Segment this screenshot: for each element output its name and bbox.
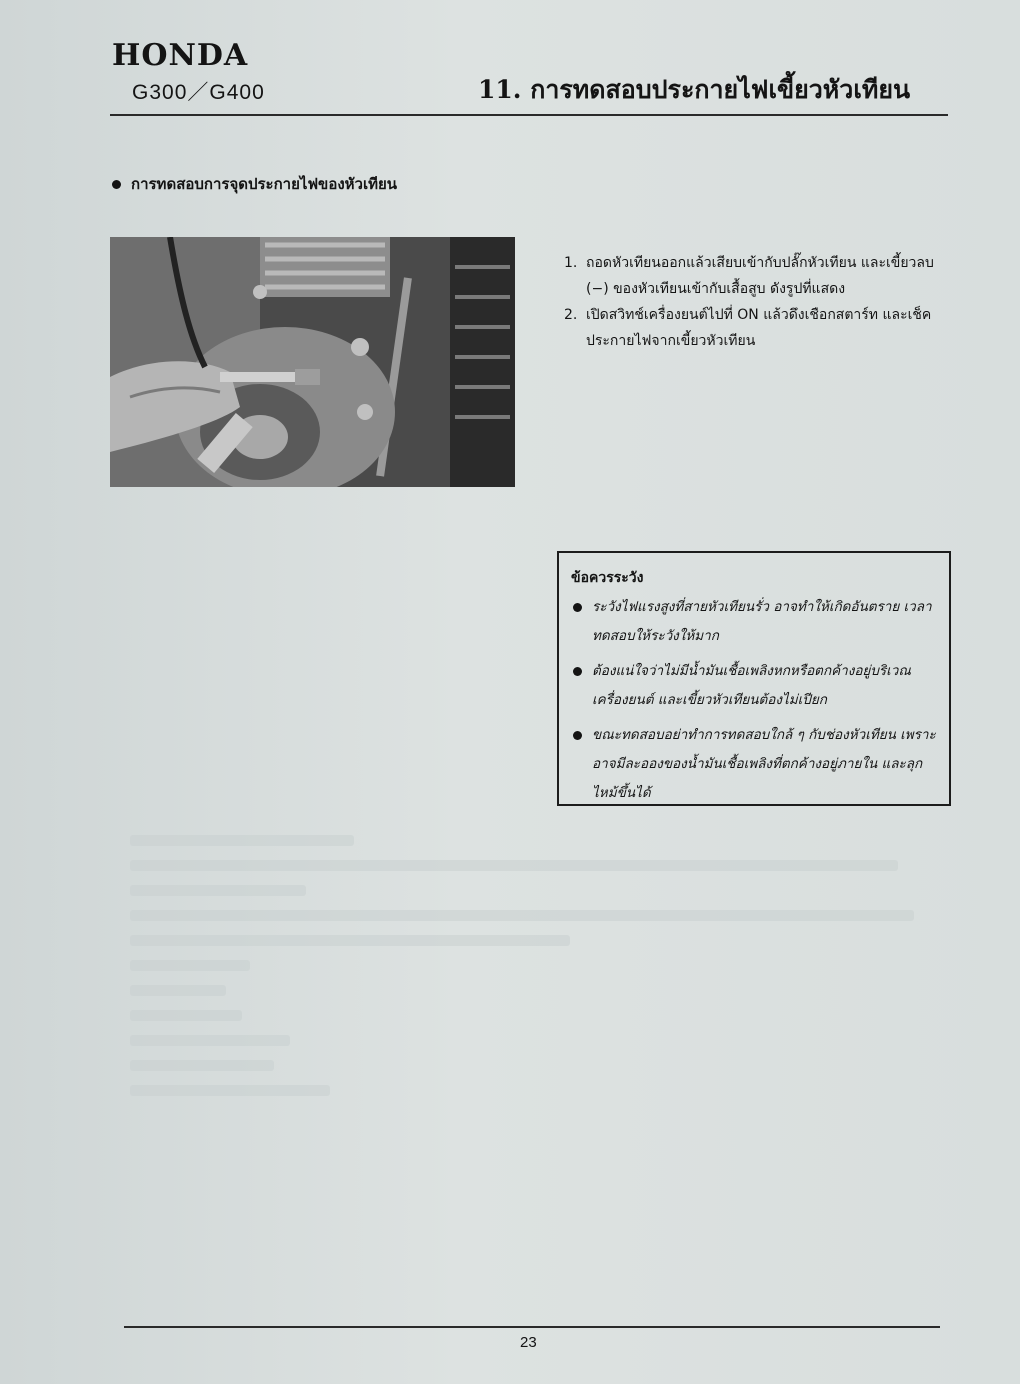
caution-text: ระวังไฟแรงสูงที่สายหัวเทียนรั่ว อาจทำให้เกิดอันตราย เวลาทดสอบให้ระวังให้มาก — [592, 599, 932, 644]
footer-rule — [124, 1326, 940, 1328]
caution-text: ขณะทดสอบอย่าทำการทดสอบใกล้ ๆ กับช่องหัวเทียน เพราะอาจมีละอองของน้ำมันเชื้อเพลิงที่ตกค้างอยู่ภายใน และลุกไหม้ขึ้นได้ — [592, 727, 936, 801]
step-number: 2. — [564, 307, 578, 323]
subheading-text: การทดสอบการจุดประกายไฟของหัวเทียน — [131, 175, 398, 193]
caution-item — [571, 593, 939, 651]
bullet-icon — [573, 731, 582, 740]
caution-item — [571, 721, 939, 808]
caution-box — [557, 551, 951, 806]
model-name: G300／G400 — [132, 81, 265, 104]
procedure-steps — [564, 250, 944, 354]
brand-logo: HONDA — [112, 38, 249, 73]
page-title: 11. การทดสอบประกายไฟเขี้ยวหัวเทียน — [478, 75, 911, 104]
caution-text: ต้องแน่ใจว่าไม่มีน้ำมันเชื้อเพลิงหกหรือตกค้างอยู่บริเวณ เครื่องยนต์ และเขี้ยวหัวเทียนต้องไม่เปียก — [592, 663, 911, 708]
engine-photo — [110, 237, 515, 487]
header-rule — [110, 114, 948, 116]
bullet-icon — [112, 180, 121, 189]
step-item — [564, 250, 944, 302]
subheading — [112, 172, 397, 196]
step-number: 1. — [564, 255, 578, 271]
bullet-icon — [573, 667, 582, 676]
step-text: ถอดหัวเทียนออกแล้วเสียบเข้ากับปลั๊กหัวเทียน และเขี้ยวลบ (−) ของหัวเทียนเข้ากับเสื้อสูบ ดังรูปที่แสดง — [586, 255, 934, 297]
page-number: 23 — [520, 1334, 537, 1351]
step-text: เปิดสวิทช์เครื่องยนต์ไปที่ ON แล้วดึงเชือกสตาร์ท และเช็คประกายไฟจากเขี้ยวหัวเทียน — [586, 307, 932, 349]
caution-item — [571, 657, 939, 715]
step-item — [564, 302, 944, 354]
caution-title: ข้อควรระวัง — [571, 570, 644, 586]
engine-photo-illustration — [110, 237, 515, 487]
bullet-icon — [573, 603, 582, 612]
bleed-through-lines — [130, 835, 930, 1110]
